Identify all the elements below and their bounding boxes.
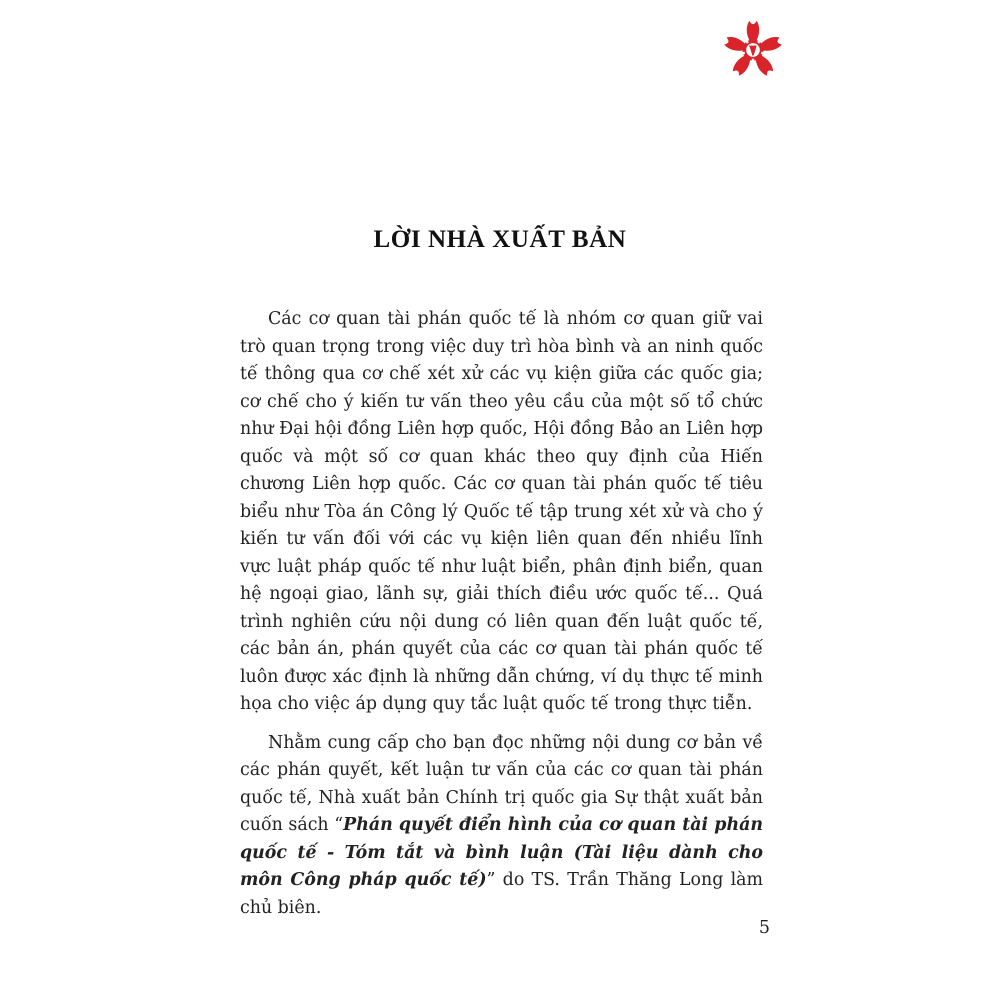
page-number: 5 (758, 918, 770, 938)
paragraph-1: Các cơ quan tài phán quốc tế là nhóm cơ quan giữ vai trò quan trọng trong việc duy trì hòa bình và an ninh quốc tế thông qua cơ chế xét xử các vụ kiện giữa các quốc gia; cơ chế cho ý kiến tư vấn theo yêu cầu của một số tổ chức như Đại hội đồng Liên hợp quốc, Hội đồng Bảo an Liên hợp quốc và một số cơ quan khác theo quy định của Hiến chương Liên hợp quốc. Các cơ quan tài phán quốc tế tiêu biểu như Tòa án Công lý Quốc tế tập trung xét xử và cho ý kiến tư vấn đối với các vụ kiện liên quan đến nhiều lĩnh vực luật pháp quốc tế như luật biển, phân định biển, quan hệ ngoại giao, lãnh sự, giải thích điều ước quốc tế... Quá trình nghiên cứu nội dung có liên quan đến luật quốc tế, các bản án, phán quyết của các cơ quan tài phán quốc tế luôn được xác định là những dẫn chứng, ví dụ thực tế minh họa cho việc áp dụng quy tắc luật quốc tế trong thực tiễn. (240, 309, 763, 714)
book-title: Phán quyết điển hình của cơ quan tài phán quốc tế - Tóm tắt và bình luận (Tài liệu dành cho môn Công pháp quốc tế) (240, 815, 763, 890)
paragraph-2 (240, 730, 763, 923)
paragraph-2-intro: Nhằm cung cấp cho bạn đọc những nội dung cơ bản về các phán quyết, kết luận tư vấn của các cơ quan tài phán quốc tế, Nhà xuất bản Chính trị quốc gia Sự thật xuất bản cuốn sách “ (240, 732, 763, 835)
publisher-star-logo-icon (722, 19, 784, 81)
paragraph-2-ending: ” do TS. Trần Thăng Long làm chủ biên. (240, 870, 764, 918)
preface-body (240, 306, 763, 922)
page-title: LỜI NHÀ XUẤT BẢN (373, 226, 627, 253)
